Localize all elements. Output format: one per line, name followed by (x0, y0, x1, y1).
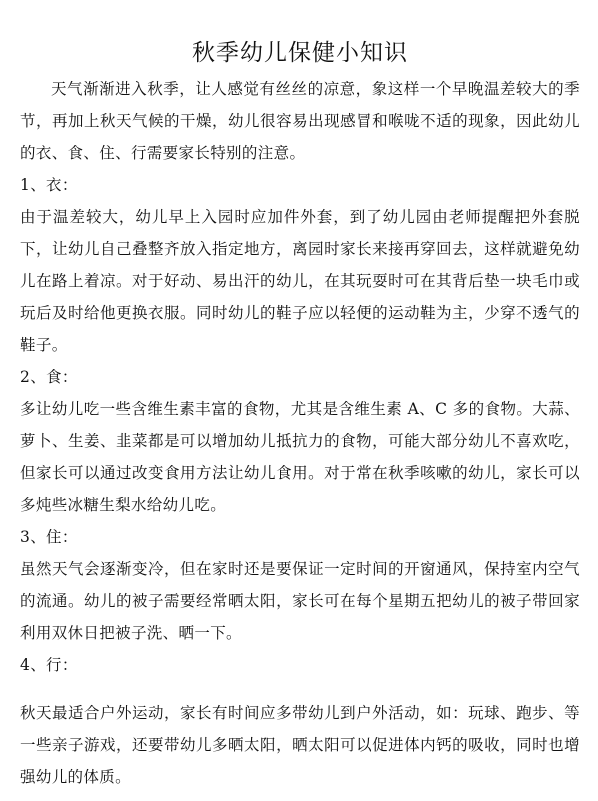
section-body-housing: 虽然天气会逐渐变冷，但在家时还是要保证一定时间的开窗通风，保持室内空气的流通。幼儿的被子需要经常晒太阳，家长可在每个星期五把幼儿的被子带回家利用双休日把被子洗、晒一下。 (20, 560, 580, 642)
section-body-clothing: 由于温差较大，幼儿早上入园时应加件外套，到了幼儿园由老师提醒把外套脱下，让幼儿自己叠整齐放入指定地方，离园时家长来接再穿回去，这样就避免幼儿在路上着凉。对于好动、易出汗的幼儿，在其玩耍时可在其背后垫一块毛巾或玩后及时给他更换衣服。同时幼儿的鞋子应以轻便的运动鞋为主，少穿不透气的鞋子。 (20, 208, 580, 354)
document-title: 秋季幼儿保健小知识 (192, 40, 408, 66)
section-spacer (20, 681, 580, 697)
section-body-food: 多让幼儿吃一些含维生素丰富的食物，尤其是含维生素 A、C 多的食物。大蒜、萝卜、生姜、韭菜都是可以增加幼儿抵抗力的食物，可能大部分幼儿不喜欢吃，但家长可以通过改变食用方法让幼儿食用。对于常在秋季咳嗽的幼儿，家长可以多炖些冰糖生梨水给幼儿吃。 (20, 400, 580, 514)
intro-paragraph: 天气渐渐进入秋季，让人感觉有丝丝的凉意，象这样一个早晚温差较大的季节，再加上秋天气候的干燥，幼儿很容易出现感冒和喉咙不适的现象，因此幼儿的衣、食、住、行需要家长特别的注意。 (20, 80, 580, 162)
section-body-travel: 秋天最适合户外运动，家长有时间应多带幼儿到户外活动，如：玩球、跑步、等一些亲子游戏，还要带幼儿多晒太阳，晒太阳可以促进体内钙的吸收，同时也增强幼儿的体质。 (20, 704, 580, 786)
section-heading-food: 2、食： (20, 368, 78, 386)
section-heading-clothing: 1、衣： (20, 176, 78, 194)
section-heading-housing: 3、住： (20, 528, 78, 546)
section-heading-travel: 4、行： (20, 656, 78, 674)
